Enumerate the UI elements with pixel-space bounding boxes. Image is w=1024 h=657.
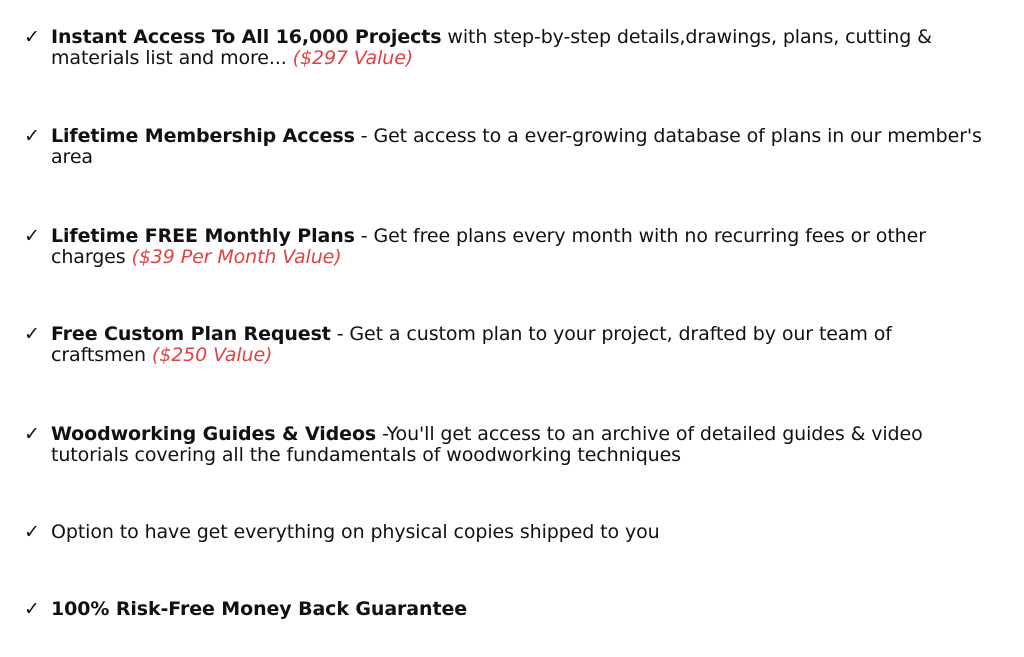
feature-description: - Get access to a ever-growing database of plans in our member's area — [51, 125, 982, 168]
feature-text — [51, 27, 984, 69]
feature-title: Lifetime Membership Access — [51, 125, 355, 147]
feature-description: - Get free plans every month with no recurring fees or other charges — [51, 225, 926, 268]
feature-title: Instant Access To All 16,000 Projects — [51, 26, 442, 48]
checkmark-icon: ✓ — [24, 521, 40, 543]
feature-description: -You'll get access to an archive of detailed guides & video tutorials covering all the fundamentals of woodworking techniques — [51, 423, 923, 466]
feature-text — [51, 126, 984, 168]
feature-guides-videos — [24, 424, 984, 466]
feature-title: Free Custom Plan Request — [51, 323, 331, 345]
feature-physical-copies — [24, 522, 984, 543]
feature-text — [51, 599, 984, 620]
checkmark-icon: ✓ — [24, 598, 40, 620]
feature-text — [51, 522, 984, 543]
feature-monthly-plans — [24, 226, 984, 268]
value-note: ($297 Value) — [292, 47, 414, 69]
value-note: ($250 Value) — [151, 344, 273, 366]
feature-guarantee — [24, 599, 984, 620]
checkmark-icon: ✓ — [24, 26, 40, 48]
feature-custom-plan — [24, 324, 984, 366]
feature-text — [51, 226, 984, 268]
feature-text — [51, 324, 984, 366]
feature-lifetime-membership — [24, 126, 984, 168]
feature-text — [51, 424, 984, 466]
checkmark-icon: ✓ — [24, 225, 40, 247]
feature-description: with step-by-step details,drawings, plans, cutting & materials list and more... — [51, 26, 932, 69]
feature-description: - Get a custom plan to your project, drafted by our team of craftsmen — [51, 323, 892, 366]
feature-instant-access — [24, 27, 984, 69]
value-note: ($39 Per Month Value) — [131, 246, 342, 268]
feature-description: Option to have get everything on physical copies shipped to you — [51, 521, 660, 543]
feature-title: Woodworking Guides & Videos — [51, 423, 377, 445]
checkmark-icon: ✓ — [24, 323, 40, 345]
feature-title: 100% Risk-Free Money Back Guarantee — [51, 598, 468, 620]
feature-title: Lifetime FREE Monthly Plans — [51, 225, 355, 247]
checkmark-icon: ✓ — [24, 423, 40, 445]
checkmark-icon: ✓ — [24, 125, 40, 147]
